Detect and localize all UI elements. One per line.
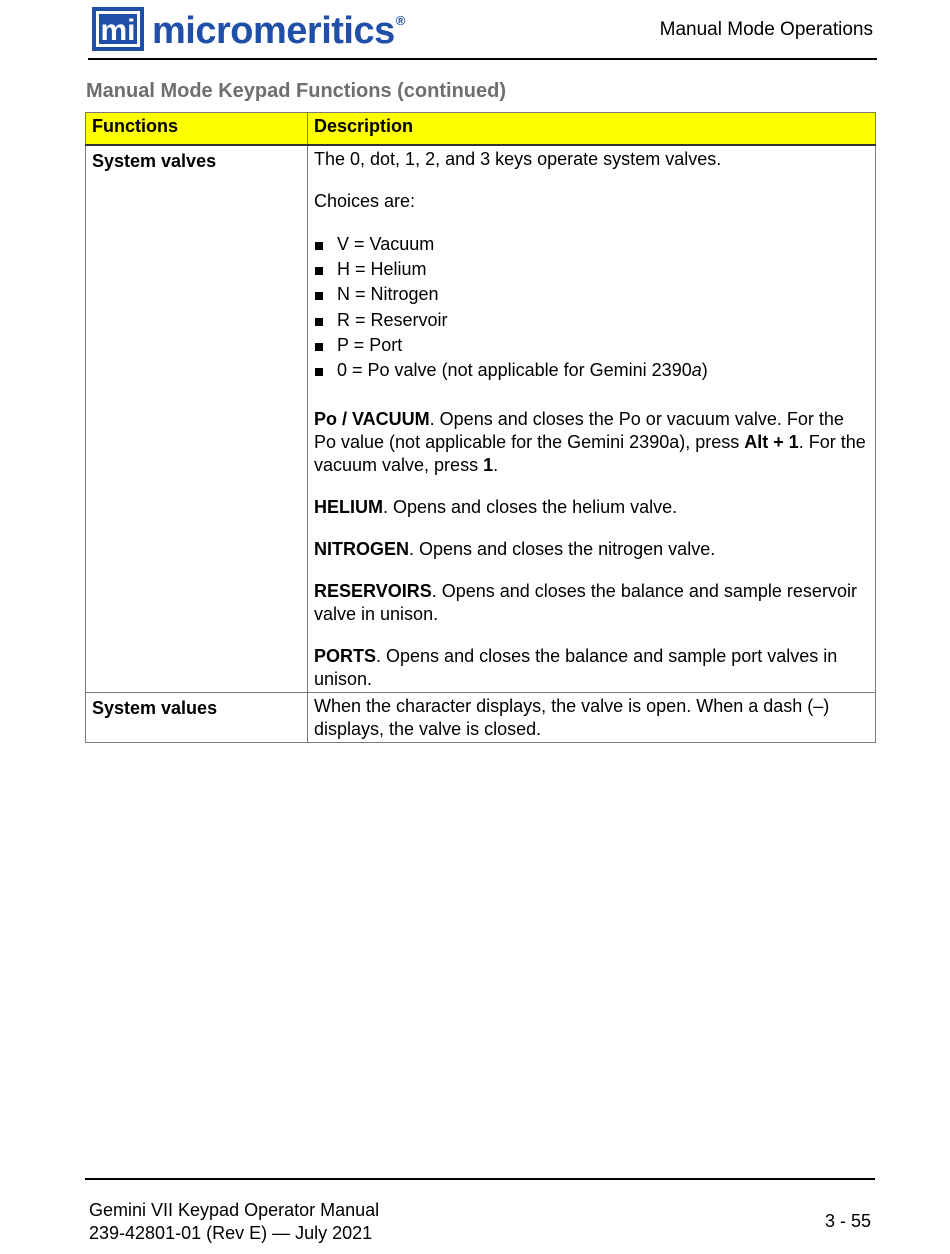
table-row [86, 693, 876, 743]
helium-term: HELIUM [314, 497, 383, 518]
function-name: System values [86, 693, 308, 743]
choices-label: Choices are: [314, 191, 416, 211]
document-number: 239-42801-01 (Rev E) — July 2021 [89, 1223, 373, 1243]
column-header-functions: Functions [86, 113, 308, 146]
nitrogen-paragraph [314, 538, 869, 561]
ports-term: PORTS [314, 646, 377, 667]
reservoirs-text: . Opens and closes the balance and sample reservoir valve in unison. [314, 581, 857, 625]
table-header-row [86, 113, 876, 146]
header-divider [88, 58, 877, 60]
square-bullet-icon [315, 368, 323, 376]
micromeritics-logo-mark-icon [92, 7, 144, 51]
vacuum-text-2: . For the vacuum valve, press [314, 432, 866, 476]
keypad-functions-table [85, 112, 876, 743]
list-item [314, 358, 869, 383]
brand-logo [92, 6, 405, 52]
vacuum-paragraph [314, 408, 869, 477]
logo-mark-letters: mi [100, 14, 136, 47]
vacuum-term: Po / VACUUM [314, 409, 430, 430]
manual-title: Gemini VII Keypad Operator Manual [89, 1200, 380, 1220]
list-item-text: V = Vacuum [337, 234, 435, 254]
page-number: 3 - 55 [824, 1211, 871, 1231]
valve-choices-list [314, 232, 869, 383]
vacuum-text-3: . [493, 455, 499, 476]
registered-mark: ® [395, 13, 405, 28]
square-bullet-icon [315, 292, 323, 300]
logo-wordmark [152, 12, 405, 50]
intro-paragraph: The 0, dot, 1, 2, and 3 keys operate system valves. [314, 149, 722, 169]
alt-1-key: Alt + 1 [744, 432, 799, 453]
table-row [86, 145, 876, 693]
function-description: When the character displays, the valve is open. When a dash (–) displays, the valve is closed. [308, 693, 876, 743]
po-choice-italic: a [691, 360, 702, 381]
list-item-text: H = Helium [337, 259, 427, 280]
list-item [314, 232, 869, 257]
function-name: System valves [86, 145, 308, 693]
list-item-text: N = Nitrogen [337, 284, 439, 305]
column-header-description: Description [308, 113, 876, 146]
function-description [308, 145, 876, 693]
square-bullet-icon [315, 267, 323, 275]
list-item [314, 282, 869, 307]
square-bullet-icon [315, 318, 323, 326]
list-item [314, 257, 869, 282]
nitrogen-term: NITROGEN [314, 539, 410, 560]
ports-paragraph [314, 645, 869, 691]
list-item-text: P = Port [337, 334, 403, 355]
reservoirs-paragraph [314, 580, 869, 626]
running-header-title: Manual Mode Operations [659, 19, 873, 40]
helium-text: . Opens and closes the helium valve. [383, 497, 678, 518]
helium-paragraph [314, 496, 869, 519]
po-choice-suffix: ) [701, 360, 708, 381]
square-bullet-icon [315, 343, 323, 351]
reservoirs-term: RESERVOIRS [314, 581, 432, 602]
vacuum-text: . Opens and closes the Po or vacuum valve. For the Po value (not applicable for the Gemini 2390a), press [314, 409, 844, 453]
footer-divider [85, 1178, 875, 1180]
nitrogen-text: . Opens and closes the nitrogen valve. [409, 539, 716, 560]
key-1: 1 [483, 455, 494, 476]
section-title: Manual Mode Keypad Functions (continued) [86, 80, 506, 102]
list-item [314, 333, 869, 358]
list-item-text: R = Reservoir [337, 309, 448, 330]
list-item [314, 308, 869, 333]
footer-document-info [89, 1199, 379, 1245]
ports-text: . Opens and closes the balance and sample port valves in unison. [314, 646, 838, 690]
square-bullet-icon [315, 242, 323, 250]
logo-wordmark-text: micromeritics [152, 10, 395, 52]
po-choice-text: 0 = Po valve (not applicable for Gemini 2390 [337, 360, 692, 381]
